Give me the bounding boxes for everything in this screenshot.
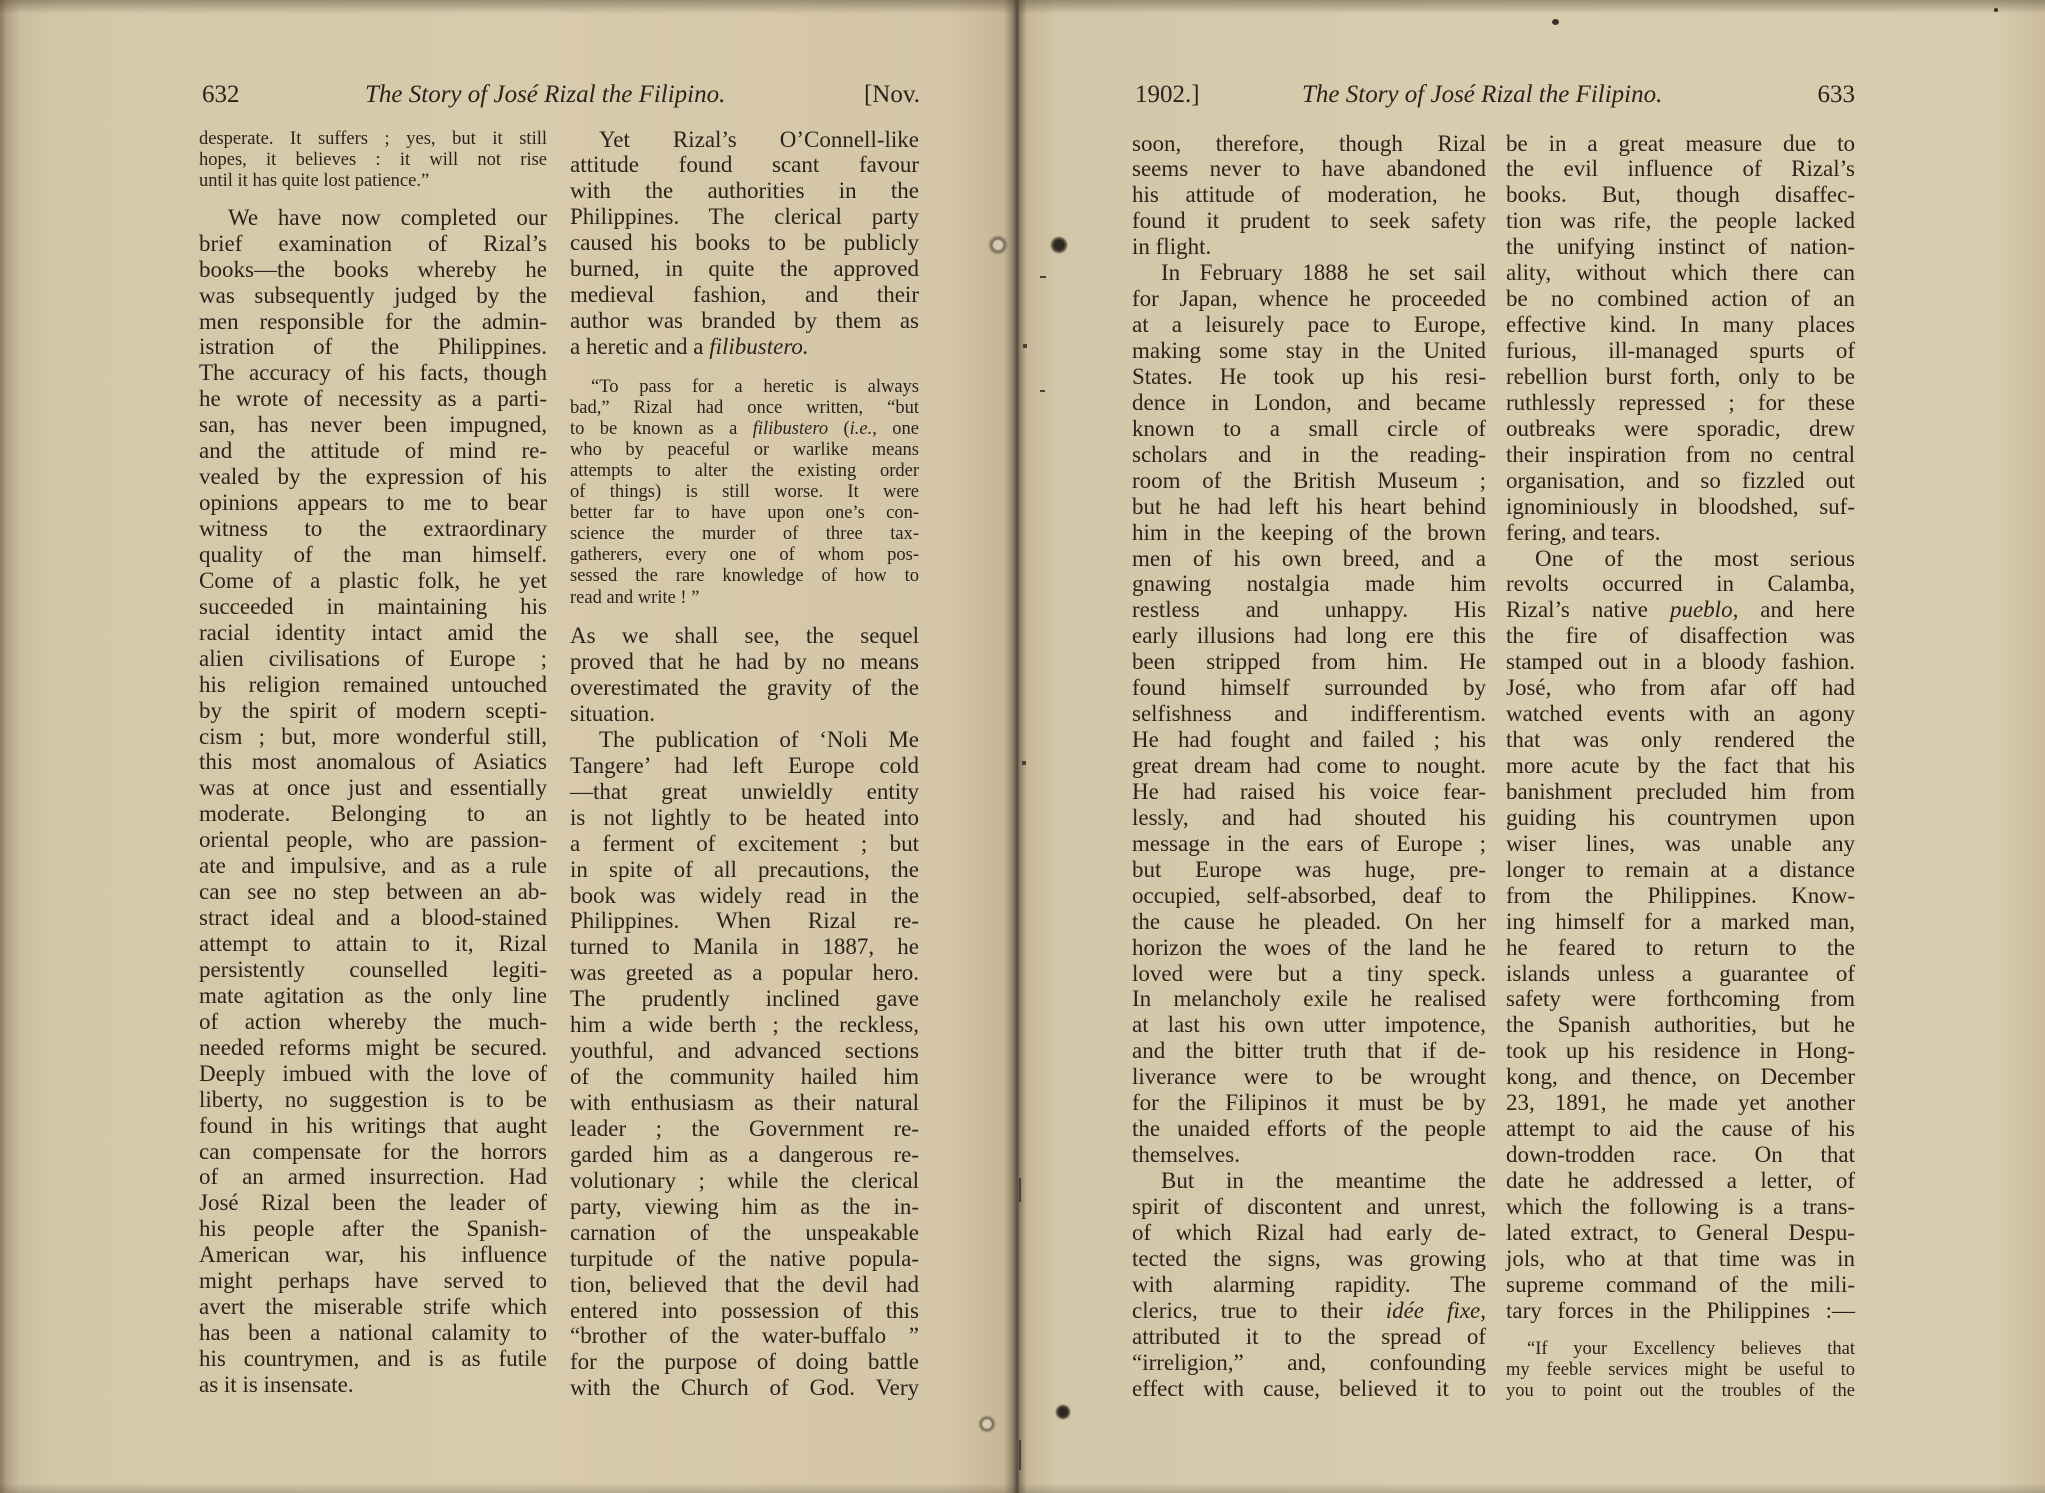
text-line: of the community hailed him bbox=[570, 1064, 919, 1090]
text-line: of an armed insurrection. Had bbox=[199, 1164, 547, 1190]
text-line: banishment precluded him from bbox=[1506, 778, 1855, 804]
binding-hole bbox=[1050, 236, 1068, 254]
text-line: “If your Excellency believes that bbox=[1527, 1338, 1855, 1359]
text-line bbox=[570, 419, 919, 440]
text-line: men of his own breed, and a bbox=[1132, 545, 1486, 571]
text-line bbox=[1506, 597, 1855, 623]
text-line: who by peaceful or warlike means bbox=[570, 439, 919, 460]
text-line: author was branded by them as bbox=[570, 308, 919, 334]
text-line: found himself surrounded by bbox=[1132, 675, 1486, 701]
text-line: watched events with an agony bbox=[1506, 701, 1855, 727]
text-line: mate agitation as the only line bbox=[199, 982, 547, 1008]
text-line: occupied, self-absorbed, deaf to bbox=[1132, 882, 1486, 908]
text-line: read and write ! ” bbox=[570, 587, 700, 608]
text-line: José, who from afar off had bbox=[1506, 675, 1855, 701]
text-line: Come of a plastic folk, he yet bbox=[199, 567, 547, 593]
text-line: found in his writings that aught bbox=[199, 1112, 547, 1138]
text-line: ruthlessly repressed ; for these bbox=[1506, 389, 1855, 415]
text-span: and here bbox=[1738, 597, 1855, 623]
text-line: attributed it to the spread of bbox=[1132, 1323, 1486, 1349]
text-line: overestimated the gravity of the bbox=[570, 675, 919, 701]
text-line: burned, in quite the approved bbox=[570, 256, 919, 282]
italic-text: pueblo, bbox=[1669, 597, 1739, 623]
text-line: for Japan, whence he proceeded bbox=[1132, 286, 1486, 312]
text-line: moderate. Belonging to an bbox=[199, 801, 547, 827]
left-page bbox=[0, 0, 1017, 1493]
text-line: quality of the man himself. bbox=[199, 541, 547, 567]
text-line: this most anomalous of Asiatics bbox=[199, 749, 547, 775]
text-line: party, viewing him as the in- bbox=[570, 1193, 919, 1219]
text-line: hopes, it believes : it will not rise bbox=[199, 150, 547, 171]
text-line: message in the ears of Europe ; bbox=[1132, 830, 1486, 856]
text-line: scholars and in the reading- bbox=[1132, 441, 1486, 467]
paper-speck bbox=[1023, 344, 1027, 348]
paragraph bbox=[1132, 1168, 1486, 1401]
text-line: turpitude of the native popula- bbox=[570, 1245, 919, 1271]
text-line: vealed by the expression of his bbox=[199, 464, 547, 490]
running-title: The Story of José Rizal the Filipino. bbox=[365, 81, 726, 108]
text-line: which the following is a trans- bbox=[1506, 1193, 1855, 1219]
text-line: —that great unwieldly entity bbox=[570, 778, 919, 804]
text-line: his countrymen, and is as futile bbox=[199, 1346, 547, 1372]
text-line: cism ; but, more wonderful still, bbox=[199, 723, 547, 749]
paper-speck bbox=[1022, 761, 1026, 765]
paragraph bbox=[570, 727, 919, 1401]
text-line: supreme command of the mili- bbox=[1506, 1271, 1855, 1297]
text-line: The prudently inclined gave bbox=[570, 986, 919, 1012]
text-line: effective kind. In many places bbox=[1506, 312, 1855, 338]
text-line: attitude found scant favour bbox=[570, 152, 919, 178]
text-line: racial identity intact amid the bbox=[199, 619, 547, 645]
text-line: spirit of discontent and unrest, bbox=[1132, 1193, 1486, 1219]
text-line: sessed the rare knowledge of how to bbox=[570, 566, 919, 587]
text-line: his attitude of moderation, he bbox=[1132, 182, 1486, 208]
text-line: seems never to have abandoned bbox=[1132, 156, 1486, 182]
text-line: be in a great measure due to bbox=[1506, 130, 1855, 156]
text-line: He had fought and failed ; his bbox=[1132, 727, 1486, 753]
page-number: 633 bbox=[1817, 81, 1855, 108]
text-line: garded him as a dangerous re- bbox=[570, 1141, 919, 1167]
text-line: kong, and thence, on December bbox=[1506, 1064, 1855, 1090]
text-line: and the attitude of mind re- bbox=[199, 438, 547, 464]
text-line: for the Filipinos it must be by bbox=[1132, 1090, 1486, 1116]
issue-date: [Nov. bbox=[863, 81, 920, 108]
text-line: The accuracy of his facts, though bbox=[199, 360, 547, 386]
text-line: attempts to alter the existing order bbox=[570, 461, 919, 481]
text-span: to be known as a bbox=[570, 418, 753, 439]
text-line: leader ; the Government re- bbox=[570, 1115, 919, 1141]
running-title: The Story of José Rizal the Filipino. bbox=[1302, 81, 1663, 108]
text-line: tion was rife, the people lacked bbox=[1506, 208, 1855, 234]
text-line: has been a national calamity to bbox=[199, 1320, 547, 1346]
text-line: soon, therefore, though Rizal bbox=[1132, 130, 1486, 156]
text-line: be no combined action of an bbox=[1506, 286, 1855, 312]
right-page bbox=[1017, 0, 2045, 1493]
block-quote bbox=[1506, 1339, 1855, 1402]
paper-speck bbox=[1040, 390, 1045, 392]
text-line: more acute by the fact that his bbox=[1506, 753, 1855, 778]
text-line: was at once just and essentially bbox=[199, 775, 547, 801]
text-line: stamped out in a bloody fashion. bbox=[1506, 649, 1855, 675]
text-line: succeeded in maintaining his bbox=[199, 593, 547, 619]
text-line: bad,” Rizal had once written, “but bbox=[570, 397, 919, 418]
text-line: better far to have upon one’s con- bbox=[570, 503, 919, 524]
text-line: longer to remain at a distance bbox=[1506, 856, 1855, 882]
text-line: caused his books to be publicly bbox=[570, 230, 919, 256]
text-line: he wrote of necessity as a parti- bbox=[199, 386, 547, 412]
text-line: took up his residence in Hong- bbox=[1506, 1038, 1855, 1064]
paper-speck bbox=[1994, 8, 1998, 12]
binding-hole bbox=[988, 235, 1008, 255]
text-span: Rizal’s native bbox=[1506, 597, 1670, 623]
paragraph bbox=[570, 127, 919, 360]
text-line: down-trodden race. On that bbox=[1506, 1142, 1855, 1168]
text-line: brief examination of Rizal’s bbox=[199, 230, 547, 256]
text-line: gnawing nostalgia made him bbox=[1132, 571, 1486, 597]
left-page-column-1 bbox=[199, 129, 547, 1398]
text-line: until it has quite lost patience.” bbox=[199, 171, 430, 192]
text-line: men responsible for the admin- bbox=[199, 308, 547, 334]
text-line: great dream had come to nought. bbox=[1132, 753, 1486, 778]
text-line: jols, who at that time was in bbox=[1506, 1245, 1855, 1271]
text-line: ality, without which there can bbox=[1506, 260, 1855, 286]
text-line: their inspiration from no central bbox=[1506, 441, 1855, 467]
text-line: witness to the extraordinary bbox=[199, 516, 547, 542]
text-line: But in the meantime the bbox=[1161, 1168, 1486, 1193]
text-line: Tangere’ had left Europe cold bbox=[570, 752, 919, 778]
text-line: from the Philippines. Know- bbox=[1506, 882, 1855, 908]
text-line: science the murder of three tax- bbox=[570, 524, 919, 545]
text-span: , one bbox=[872, 418, 919, 439]
text-line: horizon the woes of the land he bbox=[1132, 934, 1486, 960]
text-line: Philippines. The clerical party bbox=[570, 204, 919, 230]
text-line: situation. bbox=[570, 700, 655, 726]
paragraph bbox=[570, 623, 919, 727]
text-line: youthful, and advanced sections bbox=[570, 1038, 919, 1064]
text-line: lessly, and had shouted his bbox=[1132, 804, 1486, 830]
text-line bbox=[1132, 1298, 1486, 1324]
text-line: the unaided efforts of the people bbox=[1132, 1116, 1486, 1142]
text-line: American war, his influence bbox=[199, 1242, 547, 1268]
text-line: but Europe was huge, pre- bbox=[1132, 856, 1486, 882]
text-line: books. But, though disaffec- bbox=[1506, 182, 1855, 208]
text-line: entered into possession of this bbox=[570, 1297, 919, 1323]
issue-date: 1902.] bbox=[1135, 81, 1200, 108]
text-line: him in the keeping of the brown bbox=[1132, 519, 1486, 545]
text-line: and the bitter truth that if de- bbox=[1132, 1038, 1486, 1064]
text-span: clerics, true to their bbox=[1132, 1297, 1386, 1323]
paragraph bbox=[199, 205, 547, 1398]
text-line: the cause he pleaded. On her bbox=[1132, 908, 1486, 934]
text-line: my feeble services might be useful to bbox=[1506, 1359, 1855, 1380]
text-line: stract ideal and a blood-stained bbox=[199, 905, 547, 931]
binding-thread bbox=[1019, 1440, 1021, 1470]
text-line bbox=[570, 334, 919, 360]
text-line: with the authorities in the bbox=[570, 178, 919, 204]
text-line: but he had left his heart behind bbox=[1132, 493, 1486, 519]
page-edge-shadow bbox=[0, 1483, 1017, 1493]
left-page-column-2 bbox=[570, 127, 919, 1402]
text-line: In February 1888 he set sail bbox=[1161, 260, 1486, 286]
text-line: can see no step between an ab- bbox=[199, 879, 547, 905]
text-line: ate and impulsive, and as a rule bbox=[199, 853, 547, 879]
text-line: furious, ill-managed spurts of bbox=[1506, 338, 1855, 363]
text-line: effect with cause, believed it to bbox=[1132, 1375, 1486, 1401]
text-line: organisation, and so fizzled out bbox=[1506, 467, 1855, 493]
text-line: tary forces in the Philippines :— bbox=[1506, 1297, 1855, 1323]
italic-text: filibustero bbox=[752, 418, 829, 439]
text-line: 23, 1891, he made yet another bbox=[1506, 1090, 1855, 1116]
text-line: early illusions had long ere this bbox=[1132, 623, 1486, 649]
text-line: avert the miserable strife which bbox=[199, 1294, 547, 1320]
text-line: volutionary ; while the clerical bbox=[570, 1167, 919, 1193]
text-span: , bbox=[1480, 1297, 1486, 1323]
text-line: We have now completed our bbox=[228, 204, 547, 230]
text-line: He had raised his voice fear- bbox=[1132, 778, 1486, 804]
text-line: making some stay in the United bbox=[1132, 338, 1486, 363]
text-line: safety were forthcoming from bbox=[1506, 986, 1855, 1012]
text-line: as it is insensate. bbox=[199, 1371, 354, 1397]
text-line: The publication of ‘Noli Me bbox=[599, 726, 919, 752]
text-line: loved were but a tiny speck. bbox=[1132, 960, 1486, 986]
text-line: of which Rizal had early de- bbox=[1132, 1219, 1486, 1245]
text-line: restless and unhappy. His bbox=[1132, 597, 1486, 623]
text-line: him a wide berth ; the reckless, bbox=[570, 1012, 919, 1038]
right-page-column-1 bbox=[1132, 131, 1486, 1402]
text-line: attempt to aid the cause of his bbox=[1506, 1116, 1855, 1142]
text-line: One of the most serious bbox=[1535, 545, 1855, 571]
text-line: san, has never been impugned, bbox=[199, 412, 547, 438]
paragraph bbox=[1506, 546, 1855, 1324]
text-line: ing himself for a marked man, bbox=[1506, 908, 1855, 934]
text-line: his people after the Spanish- bbox=[199, 1216, 547, 1242]
text-line: dence in London, and became bbox=[1132, 389, 1486, 415]
italic-text: idée fixe bbox=[1385, 1297, 1481, 1323]
text-line: medieval fashion, and their bbox=[570, 282, 919, 308]
text-line: Yet Rizal’s O’Connell-like bbox=[599, 126, 919, 152]
text-line: islands unless a guarantee of bbox=[1506, 960, 1855, 986]
paragraph bbox=[1506, 131, 1855, 546]
text-line: “irreligion,” and, confounding bbox=[1132, 1349, 1486, 1375]
text-line: by the spirit of modern scepti- bbox=[199, 697, 547, 723]
page-edge-shadow bbox=[1017, 1483, 2045, 1493]
text-line: alien civilisations of Europe ; bbox=[199, 645, 547, 671]
text-line: gatherers, every one of whom pos- bbox=[570, 545, 919, 566]
text-line: room of the British Museum ; bbox=[1132, 467, 1486, 493]
text-line: desperate. It suffers ; yes, but it still bbox=[199, 129, 547, 149]
text-line: selfishness and indifferentism. bbox=[1132, 701, 1486, 727]
text-line: in spite of all precautions, the bbox=[570, 856, 919, 882]
text-line: In melancholy exile he realised bbox=[1132, 986, 1486, 1012]
text-line: for the purpose of doing battle bbox=[570, 1349, 919, 1375]
text-line: was greeted as a popular hero. bbox=[570, 960, 919, 986]
text-line: lated extract, to General Despu- bbox=[1506, 1219, 1855, 1245]
text-line: with enthusiasm as their natural bbox=[570, 1090, 919, 1116]
text-line: fering, and tears. bbox=[1506, 519, 1661, 545]
binding-thread bbox=[1019, 1178, 1021, 1202]
text-line: known to a small circle of bbox=[1132, 415, 1486, 441]
text-line: his religion remained untouched bbox=[199, 671, 547, 697]
text-line: in flight. bbox=[1132, 234, 1212, 260]
text-line: Deeply imbued with the love of bbox=[199, 1060, 547, 1086]
paper-speck bbox=[1040, 276, 1046, 278]
text-line: themselves. bbox=[1132, 1142, 1240, 1168]
binding-hole bbox=[978, 1415, 996, 1433]
text-line: found it prudent to seek safety bbox=[1132, 208, 1486, 234]
text-line: Philippines. When Rizal re- bbox=[570, 908, 919, 934]
text-line: rebellion burst forth, only to be bbox=[1506, 363, 1855, 389]
text-line: was subsequently judged by the bbox=[199, 282, 547, 308]
text-line: ignominiously in bloodshed, suf- bbox=[1506, 493, 1855, 519]
text-line: outbreaks were sporadic, drew bbox=[1506, 415, 1855, 441]
text-line: the unifying instinct of nation- bbox=[1506, 234, 1855, 260]
text-line: can compensate for the horrors bbox=[199, 1138, 547, 1164]
paper-speck bbox=[1552, 19, 1559, 25]
italic-text: filibustero. bbox=[709, 334, 809, 359]
text-line: wiser lines, was unable any bbox=[1506, 830, 1855, 856]
text-line: needed reforms might be secured. bbox=[199, 1034, 547, 1060]
text-line: carnation of the unspeakable bbox=[570, 1219, 919, 1245]
text-line: proved that he had by no means bbox=[570, 649, 919, 675]
text-line: might perhaps have served to bbox=[199, 1268, 547, 1294]
text-line: at last his own utter impotence, bbox=[1132, 1012, 1486, 1038]
page-number: 632 bbox=[202, 81, 240, 108]
page-edge-shadow bbox=[0, 0, 1017, 14]
text-line: date he addressed a letter, of bbox=[1506, 1168, 1855, 1193]
text-line: at a leisurely pace to Europe, bbox=[1132, 312, 1486, 338]
text-line: a ferment of excitement ; but bbox=[570, 830, 919, 856]
paragraph bbox=[1132, 131, 1486, 261]
italic-text: i.e. bbox=[849, 418, 873, 439]
text-line: guiding his countrymen upon bbox=[1506, 804, 1855, 830]
block-quote bbox=[570, 377, 919, 609]
text-line: liberty, no suggestion is to be bbox=[199, 1086, 547, 1112]
text-line: of action whereby the much- bbox=[199, 1008, 547, 1034]
text-line: José Rizal been the leader of bbox=[199, 1190, 547, 1216]
text-line: you to point out the troubles of the bbox=[1506, 1380, 1855, 1401]
text-line: tected the signs, was growing bbox=[1132, 1245, 1486, 1271]
text-line: tion, believed that the devil had bbox=[570, 1271, 919, 1297]
right-page-column-2 bbox=[1506, 131, 1855, 1402]
page-edge-shadow bbox=[1017, 0, 2045, 14]
text-line: the fire of disaffection was bbox=[1506, 623, 1855, 649]
text-line: of things) is still worse. It were bbox=[570, 482, 919, 503]
text-line: books—the books whereby he bbox=[199, 256, 547, 282]
text-line: “To pass for a heretic is always bbox=[591, 376, 919, 397]
block-quote bbox=[199, 129, 547, 192]
text-line: revolts occurred in Calamba, bbox=[1506, 571, 1855, 597]
text-line: persistently counselled legiti- bbox=[199, 956, 547, 982]
text-line: opinions appears to me to bear bbox=[199, 490, 547, 516]
text-span: a heretic and a bbox=[570, 334, 710, 359]
text-line: attempt to attain to it, Rizal bbox=[199, 931, 547, 957]
text-line: been stripped from him. He bbox=[1132, 649, 1486, 675]
text-line: States. He took up his resi- bbox=[1132, 363, 1486, 389]
text-line: turned to Manila in 1887, he bbox=[570, 934, 919, 960]
text-line: with the Church of God. Very bbox=[570, 1375, 919, 1401]
text-line: the evil influence of Rizal’s bbox=[1506, 156, 1855, 182]
text-line: “brother of the water-buffalo ” bbox=[570, 1323, 919, 1349]
text-line: that was only rendered the bbox=[1506, 727, 1855, 753]
text-line: is not lightly to be heated into bbox=[570, 804, 919, 830]
text-line: with alarming rapidity. The bbox=[1132, 1271, 1486, 1297]
text-line: book was widely read in the bbox=[570, 882, 919, 908]
text-line: istration of the Philippines. bbox=[199, 334, 547, 360]
text-line: he feared to return to the bbox=[1506, 934, 1855, 960]
binding-hole bbox=[1055, 1404, 1071, 1420]
text-span: ( bbox=[828, 418, 850, 439]
paragraph bbox=[1132, 260, 1486, 1168]
text-line: As we shall see, the sequel bbox=[570, 623, 919, 649]
text-line: liverance were to be wrought bbox=[1132, 1064, 1486, 1090]
text-line: oriental people, who are passion- bbox=[199, 827, 547, 853]
text-line: the Spanish authorities, but he bbox=[1506, 1012, 1855, 1038]
